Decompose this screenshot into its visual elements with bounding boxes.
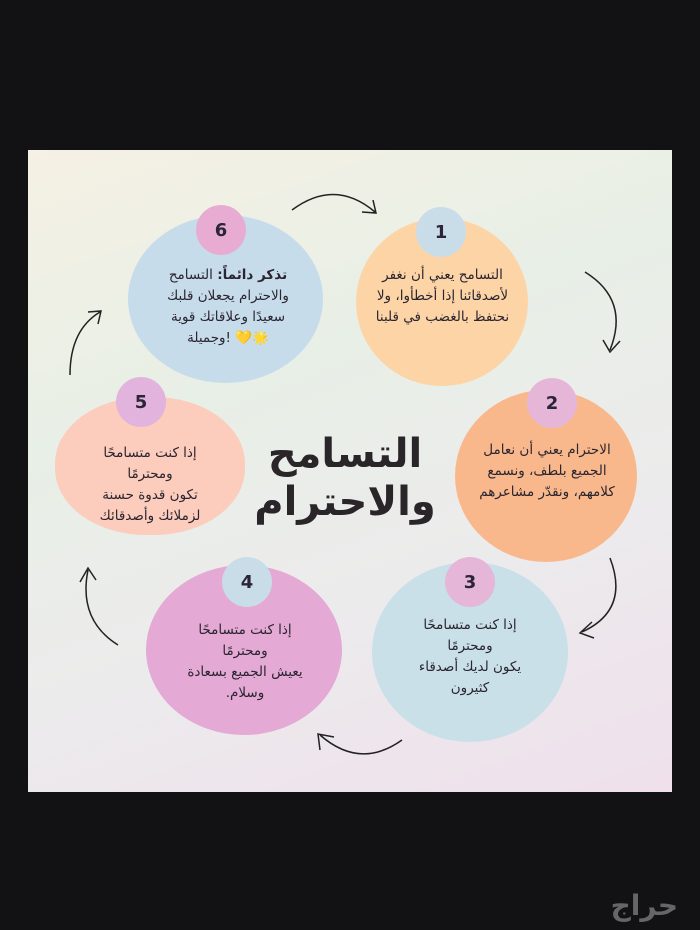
page-title: التسامح والاحترام xyxy=(254,431,436,525)
arrow-6-to-1 xyxy=(292,194,376,213)
step-3-text: إذا كنت متسامحًا ومحترمًا يكون لديك أصدقاء كثيرون xyxy=(418,617,522,696)
step-5-text: إذا كنت متسامحًا ومحترمًا تكون قدوة حسنة لزملائك وأصدقائك xyxy=(99,445,201,524)
arrow-2-to-3 xyxy=(580,558,616,638)
arrow-1-to-2 xyxy=(585,272,620,352)
step-6-body: التسامح والاحترام يجعلان قلبك سعيدًا وعلاقاتك قوية 🌟💛 !وجميلة xyxy=(167,267,289,346)
watermark-logo: حراج xyxy=(610,889,678,922)
step-2-text: الاحترام يعني أن نعامل الجميع بلطف، ونسمع كلامهم، ونقدّر مشاعرهم xyxy=(479,442,615,500)
step-6-badge: 6 xyxy=(196,205,246,255)
arrow-3-to-4 xyxy=(318,734,402,754)
step-3-badge: 3 xyxy=(445,557,495,607)
step-4-badge: 4 xyxy=(222,557,272,607)
step-5-badge: 5 xyxy=(116,377,166,427)
arrow-4-to-5 xyxy=(80,568,118,645)
step-6-bold-label: تذكر دائماً: xyxy=(217,267,288,283)
step-2-badge: 2 xyxy=(527,378,577,428)
step-1-badge: 1 xyxy=(416,207,466,257)
step-4-text: إذا كنت متسامحًا ومحترمًا يعيش الجميع بسعادة وسلام. xyxy=(187,622,303,701)
step-1-text: التسامح يعني أن نغفر لأصدقائنا إذا أخطأوا، ولا نحتفظ بالغضب في قلبنا xyxy=(375,267,510,325)
arrow-5-to-6 xyxy=(70,311,101,375)
step-6-text xyxy=(133,265,323,349)
